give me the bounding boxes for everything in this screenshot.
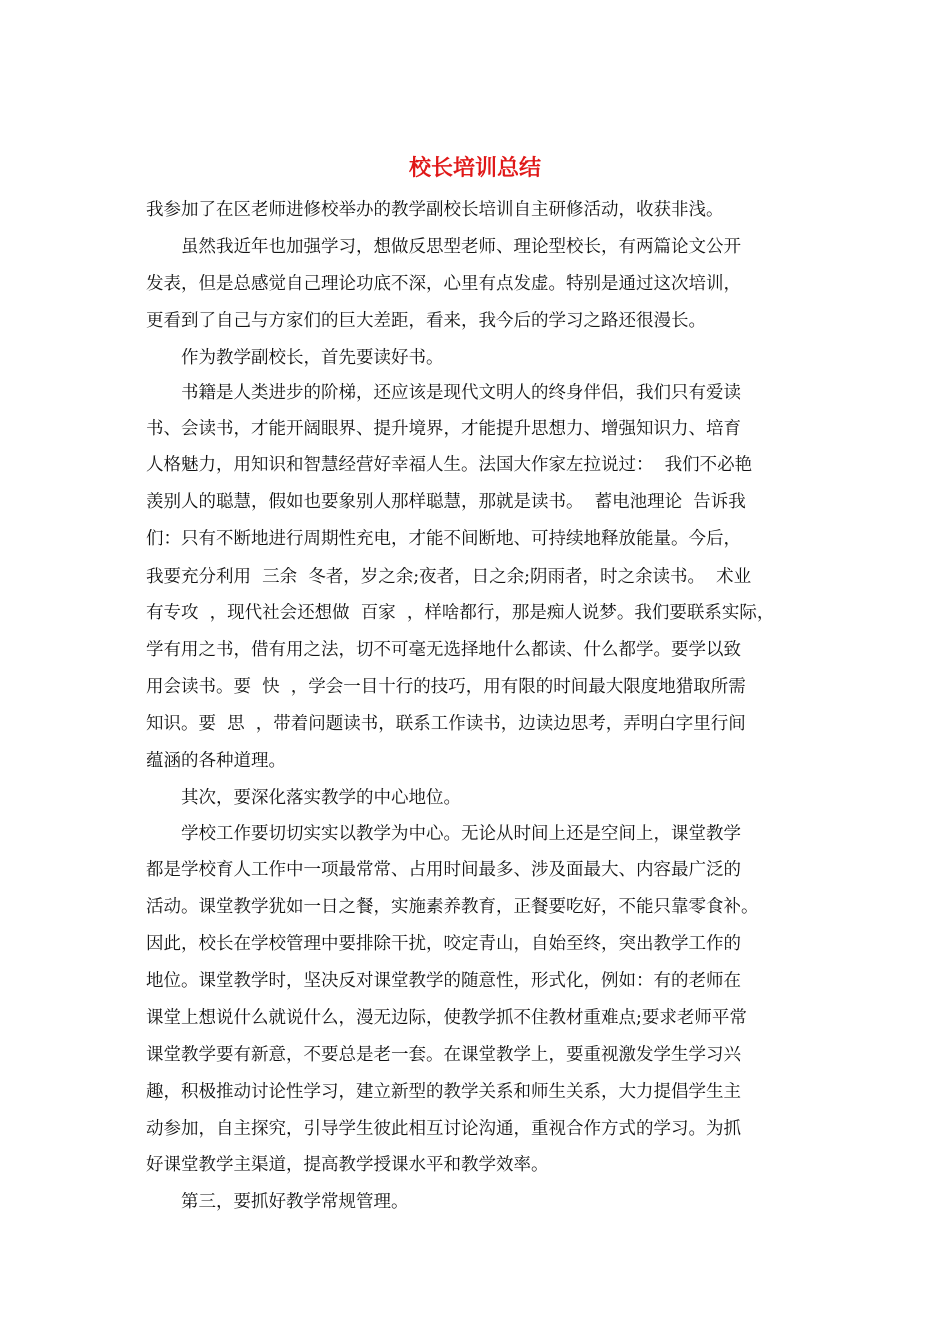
text-line: 人格魅力，用知识和智慧经营好幸福人生。法国大作家左拉说过： 我们不必艳 [146, 455, 753, 475]
text-line: 更看到了自己与方家们的巨大差距，看来，我今后的学习之路还很漫长。 [146, 311, 706, 331]
text-line: 作为教学副校长，首先要读好书。 [181, 348, 444, 368]
text-line: 用会读书。要 快 ，学会一目十行的技巧，用有限的时间最大限度地猎取所需 [146, 677, 746, 697]
document-title: 校长培训总结 [408, 155, 541, 181]
text-line: 课堂上想说什么就说什么，漫无边际，使教学抓不住教材重难点;要求老师平常 [146, 1008, 747, 1028]
text-line: 虽然我近年也加强学习，想做反思型老师、理论型校长，有两篇论文公开 [181, 237, 741, 257]
text-line: 活动。课堂教学犹如一日之餐，实施素养教育，正餐要吃好，不能只靠零食补。 [146, 897, 759, 917]
text-line: 书籍是人类进步的阶梯，还应该是现代文明人的终身伴侣，我们只有爱读 [181, 383, 741, 403]
text-line: 学有用之书，借有用之法，切不可毫无选择地什么都读、什么都学。要学以致 [146, 640, 741, 660]
text-line: 羡别人的聪慧，假如也要象别人那样聪慧，那就是读书。 蓄电池理论 告诉我 [146, 492, 746, 512]
text-line: 有专攻 ，现代社会还想做 百家 ，样啥都行，那是痴人说梦。我们要联系实际， [146, 603, 775, 623]
text-line: 发表，但是总感觉自己理论功底不深，心里有点发虚。特别是通过这次培训， [146, 274, 741, 294]
text-line: 好课堂教学主渠道，提高教学授课水平和教学效率。 [146, 1155, 549, 1175]
text-line: 第三，要抓好教学常规管理。 [181, 1192, 409, 1212]
text-line: 动参加，自主探究，引导学生彼此相互讨论沟通，重视合作方式的学习。为抓 [146, 1119, 741, 1139]
text-line: 课堂教学要有新意，不要总是老一套。在课堂教学上，要重视激发学生学习兴 [146, 1045, 741, 1065]
text-line: 我参加了在区老师进修校举办的教学副校长培训自主研修活动，收获非浅。 [146, 200, 724, 220]
text-line: 们：只有不断地进行周期性充电，才能不间断地、可持续地释放能量。今后， [146, 529, 741, 549]
text-line: 都是学校育人工作中一项最常常、占用时间最多、涉及面最大、内容最广泛的 [146, 860, 741, 880]
text-line: 地位。课堂教学时，坚决反对课堂教学的随意性，形式化，例如：有的老师在 [146, 971, 741, 991]
text-line: 因此，校长在学校管理中要排除干扰，咬定青山，自始至终，突出教学工作的 [146, 934, 741, 954]
text-line: 趣，积极推动讨论性学习，建立新型的教学关系和师生关系，大力提倡学生主 [146, 1082, 741, 1102]
text-line: 蕴涵的各种道理。 [146, 751, 286, 771]
text-line: 学校工作要切切实实以教学为中心。无论从时间上还是空间上，课堂教学 [181, 824, 741, 844]
text-line: 我要充分利用 三余 冬者，岁之余;夜者，日之余;阴雨者，时之余读书。 术业 [146, 567, 752, 587]
text-line: 书、会读书，才能开阔眼界、提升境界，才能提升思想力、增强知识力、培育 [146, 419, 741, 439]
text-line: 其次，要深化落实教学的中心地位。 [181, 788, 461, 808]
text-line: 知识。要 思 ，带着问题读书，联系工作读书，边读边思考，弄明白字里行间 [146, 714, 746, 734]
